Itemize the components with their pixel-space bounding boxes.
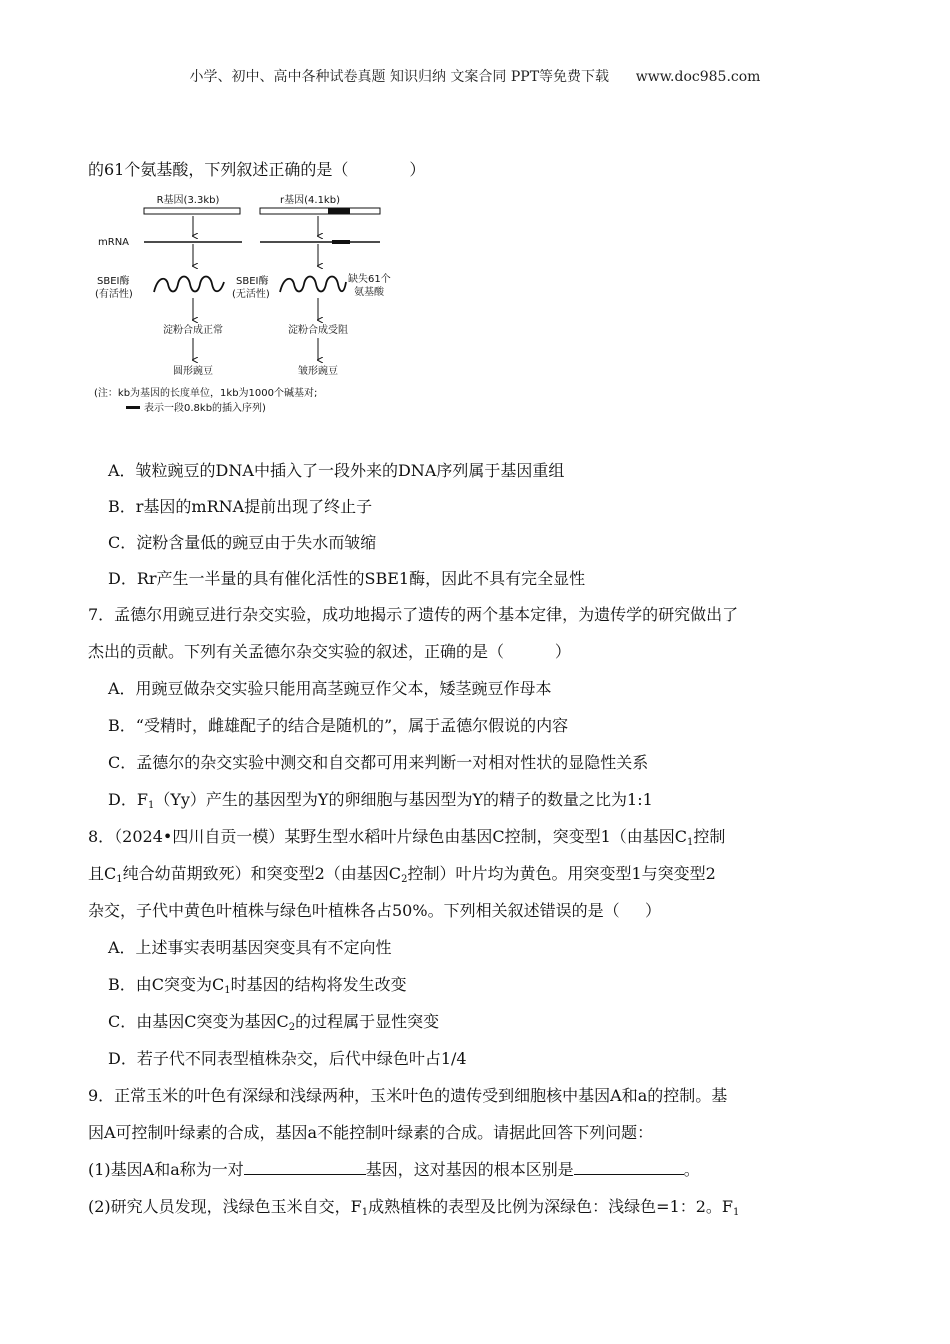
insert-segment <box>328 208 350 214</box>
q8-b-sub: 1 <box>224 985 231 996</box>
note-insert-symbol <box>126 406 140 409</box>
q7-stem-line1: 7．孟德尔用豌豆进行杂交实验，成功地揭示了遗传的两个基本定律，为遗传学的研究做出了 <box>88 605 739 624</box>
enzyme-wave-inactive <box>280 277 346 293</box>
starch-blocked-label: 淀粉合成受阻 <box>288 325 348 336</box>
q9-part1 <box>88 1157 700 1180</box>
q8-stem-line2 <box>88 861 716 885</box>
enzyme-wave-active <box>154 277 224 293</box>
q7-stem-line2: 杰出的贡献。下列有关孟德尔杂交实验的叙述，正确的是（ ） <box>88 642 571 661</box>
q9-blank-2[interactable] <box>574 1160 684 1175</box>
q9-blank-1[interactable] <box>244 1160 366 1175</box>
q8-option-c <box>108 1009 439 1033</box>
q8-l1-b: 控制 <box>693 827 726 846</box>
mrna-insert <box>332 240 350 244</box>
q9-p1-b: 基因，这对基因的根本区别是 <box>365 1160 574 1179</box>
r-small-gene-label: r基因(4.1kb) <box>280 195 340 206</box>
q8-stem-line1 <box>88 824 725 848</box>
missing-aa-label-2: 氨基酸 <box>354 287 384 298</box>
r-gene-label: R基因(3.3kb) <box>156 195 220 206</box>
q7-option-d <box>108 787 653 811</box>
q7-d-sub: 1 <box>147 800 155 811</box>
q9-stem-line1: 9．正常玉米的叶色有深绿和浅绿两种，玉米叶色的遗传受到细胞核中基因A和a的控制。基 <box>88 1086 728 1105</box>
r-gene-bar <box>144 208 240 214</box>
sbe-inactive-label: SBEI酶 <box>236 276 269 287</box>
q7-d-part2: （Yy）产生的基因型为Y的卵细胞与基因型为Y的精子的数量之比为1:1 <box>154 790 653 809</box>
q9-p2-a: (2)研究人员发现，浅绿色玉米自交，F <box>88 1197 362 1216</box>
q6-option-c: C．淀粉含量低的豌豆由于失水而皱缩 <box>108 533 377 552</box>
q8-l1-sub: 1 <box>687 837 694 848</box>
sbe-inactive-state: (无活性) <box>232 289 270 300</box>
q8-l2-a: 且C <box>88 864 117 883</box>
q6-option-b: B．r基因的mRNA提前出现了终止子 <box>108 497 373 516</box>
q9-p2-sub1: 1 <box>361 1207 369 1218</box>
q8-l2-b: 纯合幼苗期致死）和突变型2（由基因C <box>122 864 402 883</box>
q8-c-part1: C．由基因C突变为基因C <box>108 1012 289 1031</box>
q8-option-d: D．若子代不同表型植株杂交，后代中绿色叶占1/4 <box>108 1049 467 1068</box>
q8-l2-sub2: 2 <box>401 874 408 885</box>
mrna-label: mRNA <box>98 237 130 248</box>
q8-b-part1: B．由C突变为C <box>108 975 225 994</box>
q7-option-b: B．“受精时，雌雄配子的结合是随机的”，属于孟德尔假说的内容 <box>108 716 569 735</box>
q8-l2-c: 控制）叶片均为黄色。用突变型1与突变型2 <box>407 864 716 883</box>
q6-option-d: D．Rr产生一半量的具有催化活性的SBE1酶，因此不具有完全显性 <box>108 569 586 588</box>
q8-option-a: A．上述事实表明基因突变具有不定向性 <box>108 938 392 957</box>
q6-stem: 的61个氨基酸，下列叙述正确的是（ ） <box>88 160 426 179</box>
q8-b-part2: 时基因的结构将发生改变 <box>230 975 407 994</box>
q8-c-part2: 的过程属于显性突变 <box>295 1012 440 1031</box>
q6-option-a: A．皱粒豌豆的DNA中插入了一段外来的DNA序列属于基因重组 <box>108 461 565 480</box>
gene-diagram <box>92 186 392 418</box>
page-header: 小学、初中、高中各种试卷真题 知识归纳 文案合同 PPT等免费下载 www.doc985.com <box>189 69 761 85</box>
q7-d-part1: D．F <box>108 790 148 809</box>
q8-l1-a: 8．（2024•四川自贡一模）某野生型水稻叶片绿色由基因C控制，突变型1（由基因C <box>88 827 688 846</box>
missing-aa-label: 缺失61个 <box>348 274 391 285</box>
starch-normal-label: 淀粉合成正常 <box>163 325 223 336</box>
q9-part2 <box>88 1194 739 1218</box>
q8-stem-line3: 杂交，子代中黄色叶植株与绿色叶植株各占50%。下列相关叙述错误的是（ ） <box>88 901 661 920</box>
q7-option-c: C．孟德尔的杂交实验中测交和自交都可用来判断一对相对性状的显隐性关系 <box>108 753 649 772</box>
round-pea-label: 圆形豌豆 <box>173 366 213 377</box>
sbe-active-state: (有活性) <box>95 289 133 300</box>
q9-p2-b: 成熟植株的表型及比例为深绿色：浅绿色=1：2。F <box>368 1197 734 1216</box>
note-line-1: (注：kb为基因的长度单位，1kb为1000个碱基对; <box>94 388 318 399</box>
q9-p1-c: 。 <box>683 1160 700 1179</box>
q7-option-a: A．用豌豆做杂交实验只能用高茎豌豆作父本，矮茎豌豆作母本 <box>108 679 552 698</box>
sbe-active-label: SBEI酶 <box>97 276 130 287</box>
q8-option-b <box>108 972 407 996</box>
note-line-2: 表示一段0.8kb的插入序列) <box>144 403 266 414</box>
r-small-gene-bar <box>260 208 380 214</box>
q9-p2-sub2: 1 <box>733 1207 740 1218</box>
q8-l2-sub1: 1 <box>116 874 123 885</box>
q9-stem-line2: 因A可控制叶绿素的合成，基因a不能控制叶绿素的合成。请据此回答下列问题： <box>88 1123 654 1142</box>
wrinkled-pea-label: 皱形豌豆 <box>298 366 338 377</box>
q9-p1-a: (1)基因A和a称为一对 <box>88 1160 244 1179</box>
q8-c-sub: 2 <box>288 1022 296 1033</box>
